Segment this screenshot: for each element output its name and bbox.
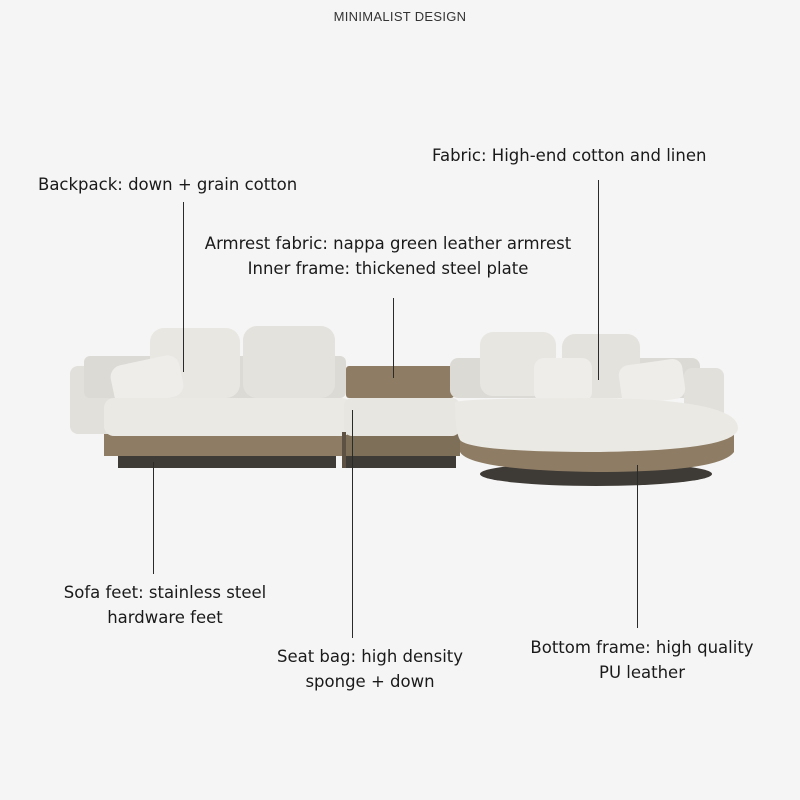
label-sofa-feet-line2: hardware feet [107,608,223,627]
back-pillow [243,326,335,398]
leader-line-sofa-feet [153,462,154,574]
page-title: MINIMALIST DESIGN [333,9,467,24]
label-seat-bag-line2: sponge + down [305,672,435,691]
leader-line-fabric [598,180,599,380]
label-sofa-feet [55,580,275,630]
leader-line-seat-bag [352,410,353,638]
leather-armrest-block [346,366,454,398]
leader-line-bottom-frame [637,465,638,628]
center-leather-trim [342,432,346,468]
leader-line-armrest [393,298,394,378]
label-bottom-frame-line2: PU leather [599,663,685,682]
round-seat-cushion [455,398,738,452]
throw-pillow [534,358,592,402]
label-bottom-frame [514,635,770,685]
left-seat-cushion [104,398,352,436]
label-backpack: Backpack: down + grain cotton [38,175,298,194]
label-seat-bag [260,644,480,694]
label-bottom-frame-line1: Bottom frame: high quality [530,638,754,657]
label-sofa-feet-line1: Sofa feet: stainless steel [63,583,267,602]
label-fabric: Fabric: High-end cotton and linen [432,146,707,165]
middle-seat-cushion [344,398,460,436]
label-armrest-fabric: Armrest fabric: nappa green leather armrest [204,234,572,253]
leader-line-backpack [183,202,184,372]
label-seat-bag-line1: Seat bag: high density [276,647,464,666]
label-inner-frame: Inner frame: thickened steel plate [247,259,529,278]
